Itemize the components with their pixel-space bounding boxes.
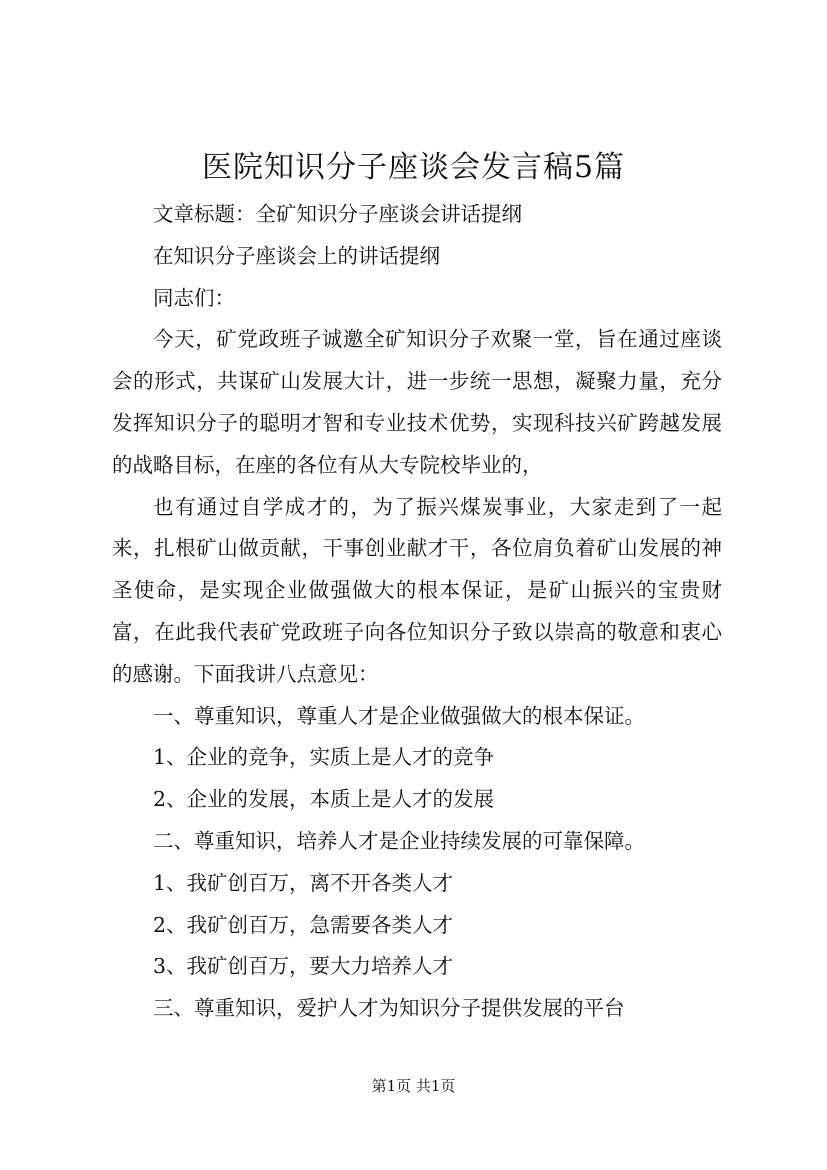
- section-heading-1: 一、尊重知识，尊重人才是企业做强做大的根本保证。: [153, 703, 645, 728]
- salutation: 同志们：: [153, 285, 235, 310]
- list-item: 3、我矿创百万，要大力培养人才: [153, 954, 454, 979]
- article-title-line: 文章标题：全矿知识分子座谈会讲话提纲: [153, 202, 522, 226]
- list-item: 1、我矿创百万，离不开各类人才: [153, 870, 454, 895]
- section-heading-3: 三、尊重知识，爱护人才为知识分子提供发展的平台: [153, 996, 625, 1021]
- paragraph: 今天，矿党政班子诚邀全矿知识分子欢聚一堂，旨在通过座谈会的形式，共谋矿山发展大计，进一步统一思想，凝聚力量，充分发挥知识分子的聪明才智和专业技术优势，实现科技兴矿跨越发展的战略目标，在座的各位有从大专院校毕业的，: [112, 327, 722, 477]
- paragraph: 也有通过自学成才的，为了振兴煤炭事业，大家走到了一起来，扎根矿山做贡献，干事创业献才干，各位肩负着矿山发展的神圣使命，是实现企业做强做大的根本保证，是矿山振兴的宝贵财富，在此我代表矿党政班子向各位知识分子致以崇高的敬意和衷心的感谢。下面我讲八点意见：: [112, 494, 722, 686]
- list-item: 2、我矿创百万，急需要各类人才: [153, 912, 454, 937]
- list-item: 2、企业的发展，本质上是人才的发展: [153, 787, 495, 812]
- document-title: 医院知识分子座谈会发言稿5篇: [201, 150, 626, 185]
- section-heading-2: 二、尊重知识，培养人才是企业持续发展的可靠保障。: [153, 828, 645, 853]
- list-item: 1、企业的竞争，实质上是人才的竞争: [153, 745, 495, 770]
- speech-outline-title: 在知识分子座谈会上的讲话提纲: [153, 243, 440, 268]
- page-footer: 第1页 共1页: [371, 1077, 456, 1095]
- document-body: [112, 194, 722, 1030]
